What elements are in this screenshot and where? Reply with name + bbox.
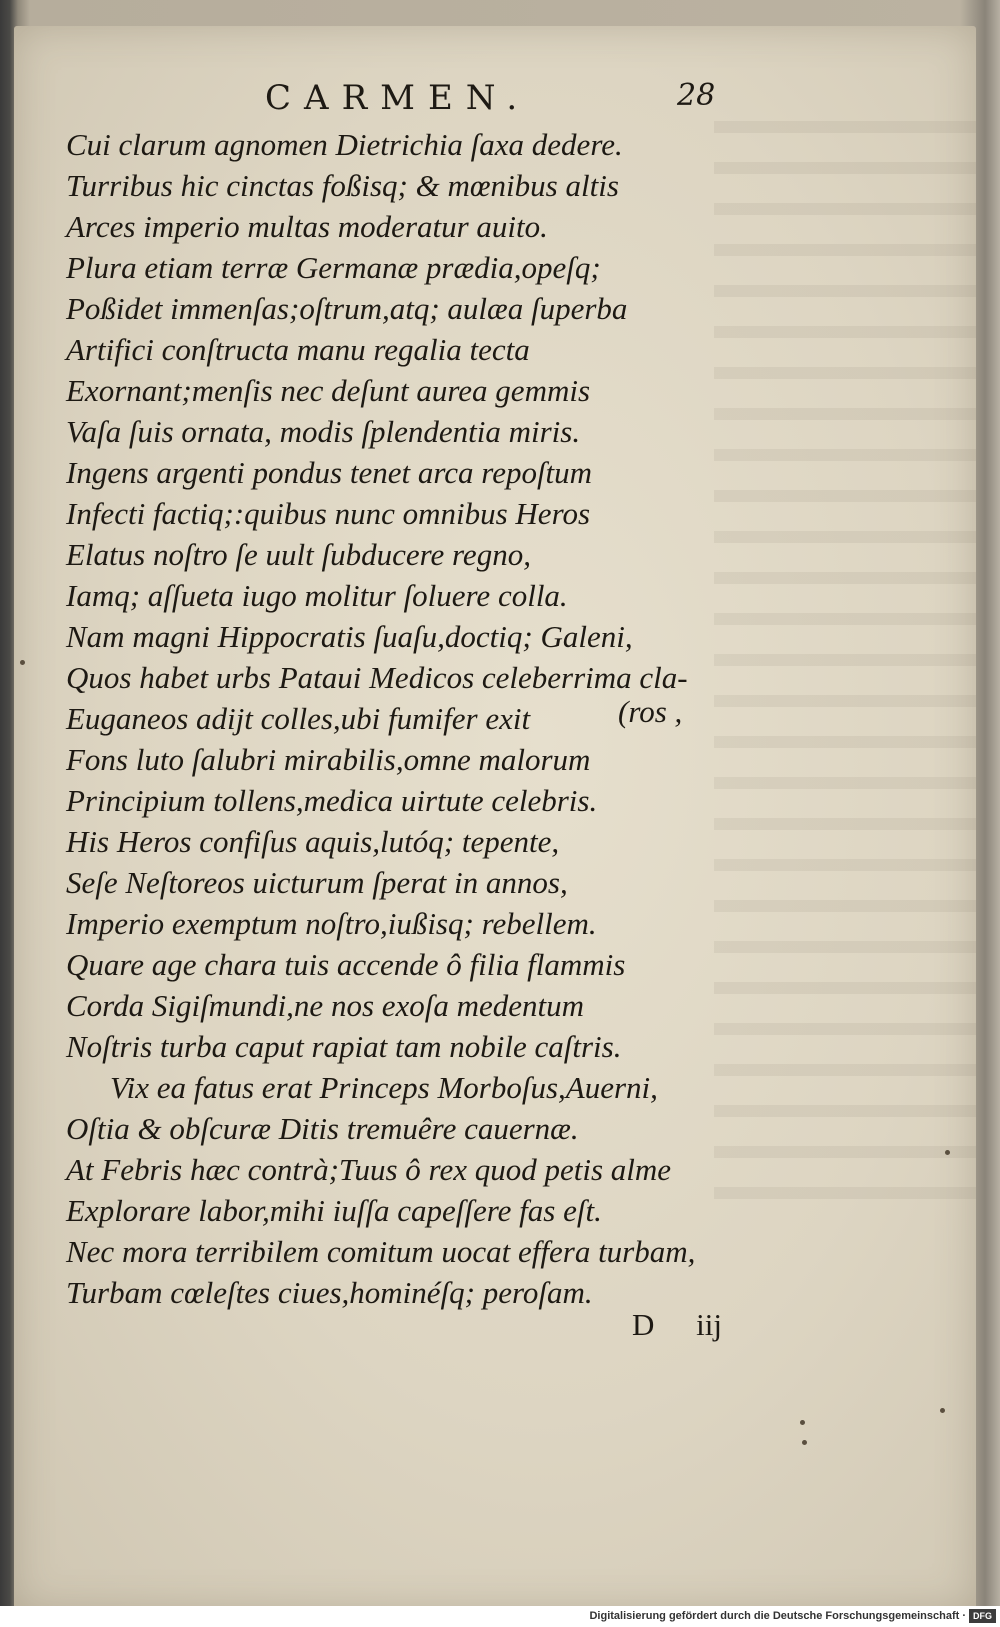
verse-line: Fons luto ſalubri mirabilis,omne malorum — [66, 742, 591, 777]
verse-line: Principium tollens,medica uirtute celebris. — [66, 783, 598, 818]
verse-line: Turbam cœleſtes ciues,hominéſq; peroſam. — [66, 1275, 593, 1310]
verse-line: His Heros confiſus aquis,lutóq; tepente, — [66, 824, 560, 859]
digitization-footer — [0, 1606, 1000, 1627]
verse-line: Ingens argenti pondus tenet arca repoſtum — [66, 455, 593, 490]
verse-line: Poßidet immenſas;oſtrum,atq; aulæa ſuperba — [66, 291, 628, 326]
verse-line: Oſtia & obſcuræ Ditis tremuêre cauernæ. — [66, 1111, 579, 1146]
verse-line: Noſtris turba caput rapiat tam nobile caſtris. — [66, 1029, 622, 1064]
ink-speck — [945, 1150, 950, 1155]
verse-line: Seſe Neſtoreos uicturum ſperat in annos, — [66, 865, 568, 900]
verse-line: Infecti factiq;:quibus nunc omnibus Heros — [66, 496, 591, 531]
verse-line: Exornant;menſis nec deſunt aurea gemmis — [66, 373, 591, 408]
verse-line: Vix ea fatus erat Princeps Morboſus,Auerni, — [110, 1070, 658, 1105]
verse-line: At Febris hæc contrà;Tuus ô rex quod petis alme — [66, 1152, 672, 1187]
verse-line: Artifici conſtructa manu regalia tecta — [66, 332, 530, 367]
verse-line: Corda Sigiſmundi,ne nos exoſa medentum — [66, 988, 585, 1023]
verse-line: Vaſa ſuis ornata, modis ſplendentia miris. — [66, 414, 581, 449]
signature-mark: D iij — [632, 1307, 722, 1342]
verse-block — [66, 124, 826, 1313]
funding-notice: Digitalisierung gefördert durch die Deutsche Forschungsgemeinschaft · — [589, 1610, 966, 1622]
folio-number: 28 — [677, 78, 716, 113]
verse-line: Quos habet urbs Pataui Medicos celeberrima cla- — [66, 660, 688, 695]
verse-line: Iamq; aſſueta iugo molitur ſoluere colla. — [66, 578, 568, 613]
verse-line: Plura etiam terræ Germanæ prædia,opeſq; — [66, 250, 601, 285]
verse-line: Quare age chara tuis accende ô filia flammis — [66, 947, 626, 982]
verse-line: Turribus hic cinctas foßisq; & mœnibus altis — [66, 168, 619, 203]
turnover-word: (ros , — [618, 694, 683, 729]
ink-speck — [802, 1440, 807, 1445]
verse-line: Explorare labor,mihi iuſſa capeſſere fas eſt. — [66, 1193, 602, 1228]
ink-speck — [20, 660, 25, 665]
verse-line: Cui clarum agnomen Dietrichia ſaxa dedere. — [66, 127, 623, 162]
verse-line: Elatus noſtro ſe uult ſubducere regno, — [66, 537, 531, 572]
ink-speck — [800, 1420, 805, 1425]
running-head: CARMEN. — [265, 78, 531, 118]
verse-line: Imperio exemptum noſtro,iußisq; rebellem. — [66, 906, 597, 941]
ink-speck — [940, 1408, 945, 1413]
verse-line: Nam magni Hippocratis ſuaſu,doctiq; Galeni, — [66, 619, 633, 654]
verse-line: Euganeos adijt colles,ubi fumifer exit — [66, 701, 531, 736]
verse-line: Arces imperio multas moderatur auito. — [66, 209, 548, 244]
verse-line: Nec mora terribilem comitum uocat effera turbam, — [66, 1234, 696, 1269]
dfg-logo: DFG — [969, 1609, 996, 1623]
